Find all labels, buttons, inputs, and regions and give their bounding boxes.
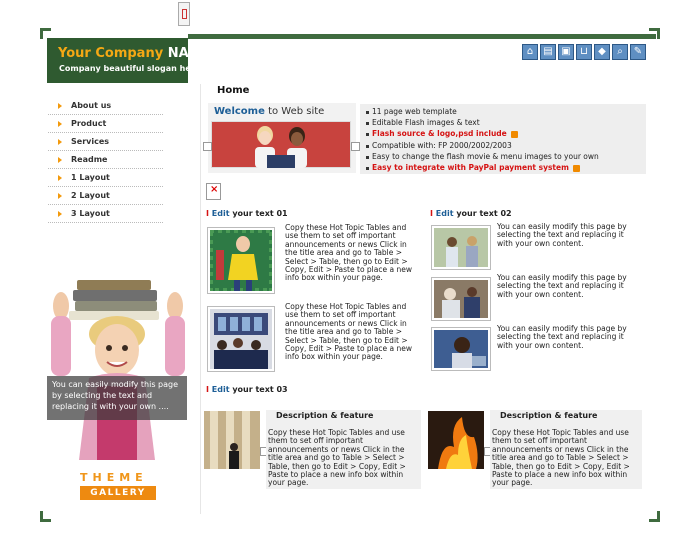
topic-image <box>431 327 491 371</box>
description-box <box>490 410 642 489</box>
cart-icon[interactable]: ⊔ <box>576 44 592 60</box>
sidebar-item-2-layout[interactable]: 2 Layout <box>48 188 163 205</box>
topic-text: You can easily modify this page by selecting the text and replacing it with your own content. <box>497 324 627 350</box>
company-logo[interactable] <box>47 38 211 83</box>
frame-corner <box>40 511 51 522</box>
welcome-banner <box>208 103 356 173</box>
topic-text: Copy these Hot Topic Tables and use them to set off important announcements or news Click in the title area and go to Table > Select > Table, then go to Edit > Copy, Edit > Paste to place a new info box within your page. <box>285 302 412 362</box>
feature-item: Compatible with: FP 2000/2002/2003 <box>366 141 512 150</box>
arrow-right-icon <box>58 121 62 127</box>
section-heading-03: I Edit your text 03 <box>206 385 288 394</box>
bullet-icon <box>366 133 369 136</box>
bullet-icon <box>366 122 369 125</box>
topic-image <box>207 306 275 372</box>
page-title: Home <box>217 85 250 96</box>
arrow-right-icon <box>58 103 62 109</box>
home-icon[interactable]: ⌂ <box>522 44 538 60</box>
toolbar-icons <box>522 44 646 60</box>
company-name: Your Company NAME <box>58 46 211 61</box>
folder-icon[interactable]: ▤ <box>540 44 556 60</box>
description-box <box>266 410 421 489</box>
checkbox[interactable] <box>351 142 360 151</box>
features-list <box>360 104 646 174</box>
sidebar-item-3-layout[interactable]: 3 Layout <box>48 206 163 223</box>
topic-text: You can easily modify this page by selecting the text and replacing it with your own content. <box>497 273 627 299</box>
frame-corner <box>649 511 660 522</box>
broken-image-icon <box>206 183 221 200</box>
description-text: Copy these Hot Topic Tables and use them to set off important announcements or news Click in the title area and go to Table > Select > Table, then go to Edit > Copy, Edit > Paste to place a new info box within your page. <box>492 428 630 488</box>
topic-image <box>431 225 491 270</box>
theme-gallery-logo-top: THEME <box>80 471 148 484</box>
sidebar-item-product[interactable]: Product <box>48 116 163 133</box>
sidebar-item-readme[interactable]: Readme <box>48 152 163 169</box>
rss-icon[interactable] <box>511 131 518 138</box>
welcome-photo <box>211 121 351 168</box>
bullet-icon <box>366 145 369 148</box>
edit-icon[interactable]: ✎ <box>630 44 646 60</box>
feature-item: Easy to integrate with PayPal payment system <box>366 163 580 172</box>
topic-text: Copy these Hot Topic Tables and use them to set off important announcements or news Click in the title area and go to Table > Select > Table, then go to Edit > Copy, Edit > Paste to place a new info box within your page. <box>285 223 412 283</box>
broken-image-icon <box>178 2 190 26</box>
divider <box>200 84 201 514</box>
feature-item: Easy to change the flash movie & menu images to your own <box>366 152 599 161</box>
description-title: Description & feature <box>276 411 374 420</box>
save-icon[interactable]: ▣ <box>558 44 574 60</box>
arrow-right-icon <box>58 139 62 145</box>
welcome-heading: Welcome to Web site <box>214 106 325 117</box>
topic-image <box>431 277 491 321</box>
rss-icon[interactable] <box>573 165 580 172</box>
topic-image <box>428 411 484 469</box>
feature-item: Flash source & logo,psd include <box>366 129 518 138</box>
arrow-right-icon <box>58 175 62 181</box>
topic-text: You can easily modify this page by selecting the text and replacing it with your own content. <box>497 222 627 248</box>
checkbox[interactable] <box>203 142 212 151</box>
section-heading-02: I Edit your text 02 <box>430 209 512 218</box>
search-icon[interactable]: ⌕ <box>612 44 628 60</box>
feature-item: 11 page web template <box>366 107 457 116</box>
header-bar <box>188 34 656 39</box>
company-slogan: Company beautiful slogan here <box>59 64 201 73</box>
sidebar-caption: You can easily modify this page by selecting the text and replacing it with your own .... <box>47 376 187 420</box>
arrow-right-icon <box>58 157 62 163</box>
sidebar-item-1-layout[interactable]: 1 Layout <box>48 170 163 187</box>
sidebar-item-about-us[interactable]: About us <box>48 98 163 115</box>
topic-image <box>207 227 275 294</box>
sidebar-item-services[interactable]: Services <box>48 134 163 151</box>
description-text: Copy these Hot Topic Tables and use them to set off important announcements or news Click in the title area and go to Table > Select > Table, then go to Edit > Copy, Edit > Paste to place a new info box within your page. <box>268 428 406 488</box>
sidebar-photo <box>47 278 188 460</box>
arrow-right-icon <box>58 211 62 217</box>
feature-item: Editable Flash images & text <box>366 118 480 127</box>
theme-gallery-logo-bottom: GALLERY <box>80 486 156 500</box>
description-title: Description & feature <box>500 411 598 420</box>
bullet-icon <box>366 167 369 170</box>
bullet-icon <box>366 156 369 159</box>
bullet-icon <box>366 111 369 114</box>
tag-icon[interactable]: ◆ <box>594 44 610 60</box>
sidebar-nav <box>48 98 163 224</box>
arrow-right-icon <box>58 193 62 199</box>
section-heading-01: I Edit your text 01 <box>206 209 288 218</box>
topic-image <box>204 411 260 469</box>
